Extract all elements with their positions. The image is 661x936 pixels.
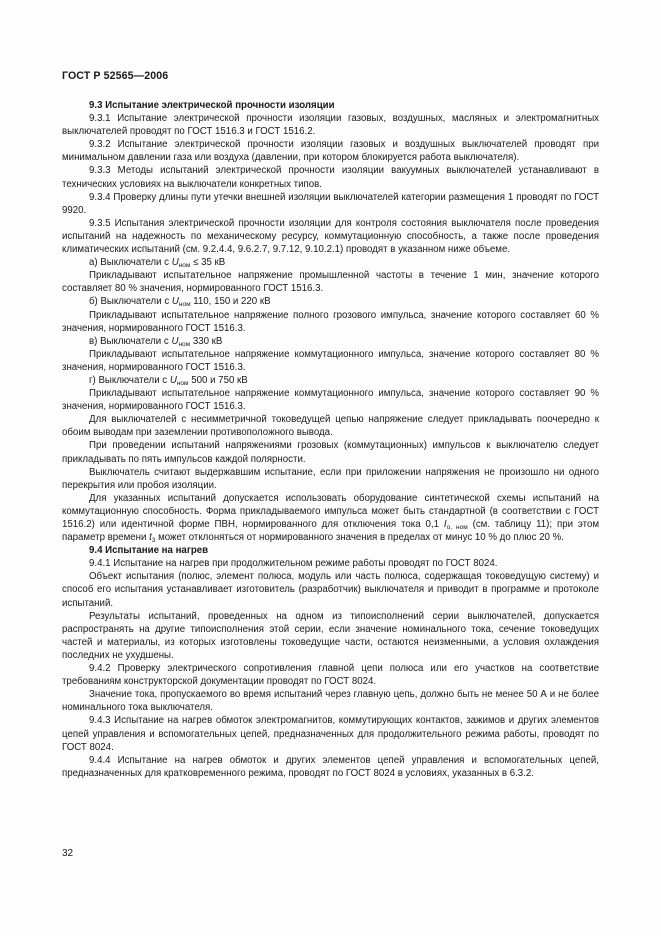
item-b-heading (62, 295, 599, 308)
item-d-text: Прикладывают испытательное напряжение коммутационного импульса, значение которого составляет 90 % значения, нормированного ГОСТ 1516.3. (62, 388, 599, 413)
u-symbol: U (171, 296, 179, 308)
page-number: 32 (62, 848, 74, 859)
item-b-text: Прикладывают испытательное напряжение полного грозового импульса, значение которого составляет 60 % значения, нормированного ГОСТ 1516.3. (62, 309, 599, 334)
item-a-suffix: ≤ 35 кВ (190, 257, 226, 269)
synthetic-part-1: Для указанных испытаний допускается использовать оборудование синтетической схемы испытаний на коммутационную способность. Форма прикладываемого импульса может быть стандартной (в соответствии с ГОСТ 1516.2) или идентичной форме ПВН, нормированного для отключения тока 0,1 (62, 492, 599, 530)
i-symbol: I (443, 519, 447, 530)
synthetic-part-2: (см. таблицу 11); при этом параметр времени (62, 519, 599, 544)
page-header: ГОСТ Р 52565—2006 (62, 70, 169, 82)
u-subscript: ном (178, 340, 191, 348)
item-a-heading (62, 256, 599, 269)
item-c-prefix: в) Выключатели с (89, 335, 172, 347)
paragraph-9-4-2: 9.4.2 Проверку электрического сопротивления главной цепи полюса или его участков на соответствие требованиям конструкторской документации проводят по ГОСТ 8024. (62, 663, 599, 688)
item-c-text: Прикладывают испытательное напряжение коммутационного импульса, значение которого составляет 80 % значения, нормированного ГОСТ 1516.3. (62, 348, 599, 373)
item-d-prefix: г) Выключатели с (89, 374, 170, 386)
paragraph-9-3-2: 9.3.2 Испытание электрической прочности изоляции газовых и воздушных выключателей проводят при минимальном давлении газа или воздуха (давлении, при котором блокируется работа выключателя). (62, 139, 599, 164)
section-heading-9-4: 9.4 Испытание на нагрев (89, 545, 209, 557)
i-subscript: о, ном (446, 524, 468, 531)
paragraph-synthetic (62, 492, 599, 544)
paragraph-pulses: При проведении испытаний напряжениями грозовых (коммутационных) импульсов к выключателю следует прикладывать по пять импульсов каждой полярности. (62, 440, 599, 465)
paragraph-9-4-3: 9.4.3 Испытание на нагрев обмоток электромагнитов, коммутирующих контактов, зажимов и других элементов цепей управления и вспомогательных цепей, предназначенных для продолжительного режима работы, проводят по ГОСТ 8024. (62, 715, 599, 753)
paragraph-current: Значение тока, пропускаемого во время испытаний через главную цепь, должно быть не менее 50 А и не более номинального тока выключателя. (62, 689, 599, 714)
item-c-suffix: 330 кВ (190, 335, 223, 347)
item-c-heading (62, 335, 599, 348)
item-d-suffix: 500 и 750 кВ (188, 374, 248, 386)
t-symbol: t (149, 532, 152, 544)
paragraph-results: Результаты испытаний, проведенных на одном из типоисполнений серии выключателей, допускается распространять на другие типоисполнения этой серии, если значение номинального тока, сечение токоведущих частей и материалы, из которых изготовлены токоведущие части, остаются неизменными, а условия охлаждения последних не ухудшены. (62, 610, 599, 661)
section-heading-9-3: 9.3 Испытание электрической прочности изоляции (89, 100, 335, 111)
u-subscript: ном (178, 262, 191, 270)
document-body (62, 99, 599, 780)
paragraph-9-3-3: 9.3.3 Методы испытаний электрической прочности изоляции вакуумных выключателей устанавливают в технических условиях на выключатели конкретных типов. (62, 165, 599, 190)
paragraph-9-3-4: 9.3.4 Проверку длины пути утечки внешней изоляции выключателей категории размещения 1 проводят по ГОСТ 9920. (62, 191, 599, 216)
paragraph-passed: Выключатель считают выдержавшим испытание, если при приложении напряжения не произошло ни одного перекрытия или пробоя изоляции. (62, 466, 599, 491)
synthetic-part-3: может отклоняться от нормированного значения в пределах от минус 10 % до плюс 20 %. (155, 532, 564, 544)
paragraph-asymmetric: Для выключателей с несимметричной токоведущей цепью напряжение следует прикладывать поочередно к обоим выводам при заземлении противоположного вывода. (62, 414, 599, 439)
paragraph-9-4-4: 9.4.4 Испытание на нагрев обмоток и других элементов цепей управления и вспомогательных цепей, предназначенных для кратковременного режима, проводят по ГОСТ 8024 в условиях, указанных в 6.3.2. (62, 754, 599, 779)
item-a-text: Прикладывают испытательное напряжение промышленной частоты в течение 1 мин, значение которого составляет 80 % значения, нормированного ГОСТ 1516.3. (62, 270, 599, 295)
item-b-suffix: 110, 150 и 220 кВ (190, 296, 271, 308)
paragraph-object: Объект испытания (полюс, элемент полюса, модуль или часть полюса, содержащая токоведущую систему) и способ его испытания устанавливает изготовитель (разработчик) выключателя и приводит в программе и протоколе испытаний. (62, 571, 599, 609)
item-b-prefix: б) Выключатели с (89, 296, 172, 308)
item-d-heading (62, 374, 599, 387)
u-symbol: U (169, 374, 177, 386)
paragraph-9-4-1: 9.4.1 Испытание на нагрев при продолжительном режиме работы проводят по ГОСТ 8024. (89, 558, 498, 570)
u-symbol: U (171, 335, 179, 347)
u-symbol: U (171, 257, 179, 269)
t-subscript: 3 (151, 537, 156, 545)
paragraph-9-3-1: 9.3.1 Испытание электрической прочности изоляции газовых, воздушных, масляных и электромагнитных выключателей проводят по ГОСТ 1516.3 и ГОСТ 1516.2. (62, 113, 599, 138)
paragraph-9-3-5: 9.3.5 Испытания электрической прочности изоляции для контроля состояния выключателя после проведения испытаний на надежность по механическому ресурсу, коммутационную способность, а также после проведения климатических испытаний (см. 9.2.4.4, 9.6.2.7, 9.7.12, 9.10.2.1) проводят в указанном ниже объеме. (62, 217, 599, 256)
item-a-prefix: а) Выключатели с (89, 257, 172, 269)
u-subscript: ном (178, 301, 191, 309)
u-subscript: ном (176, 379, 189, 387)
